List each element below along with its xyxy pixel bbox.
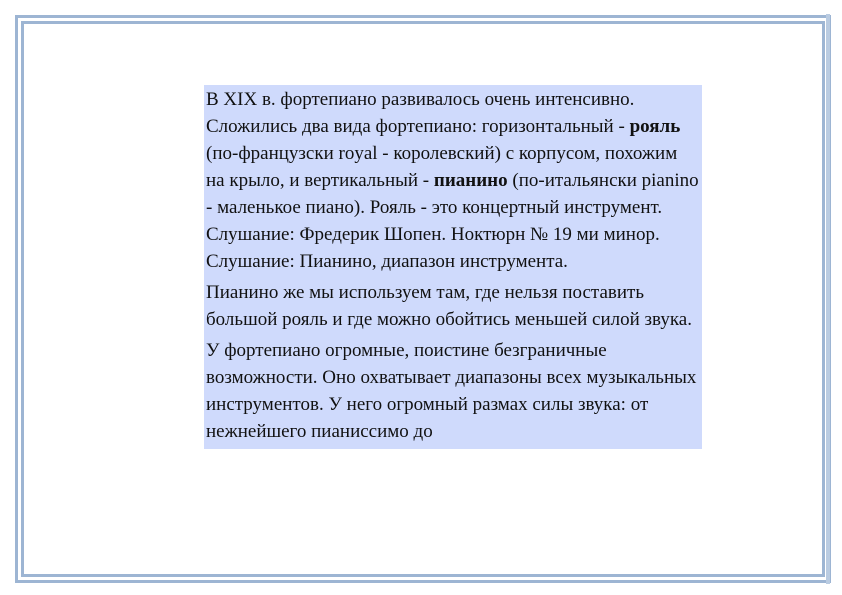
paragraph-piano-history [206, 86, 700, 248]
paragraph-text: В XIX в. фортепиано развивалось очень интенсивно. Сложились два вида фортепиано: горизонтальный - [206, 89, 635, 137]
paragraph-piano-possibilities: У фортепиано огромные, поистине безграничные возможности. Оно охватывает диапазоны всех музыкальных инструментов. У него огромный размах силы звука: от нежнейшего пианиссимо до [206, 340, 697, 442]
term-pianino: пианино [433, 170, 508, 191]
term-royal: рояль [629, 116, 681, 137]
paragraph-text: (по-итальянски pianino - маленькое пиано). Рояль - это концертный инструмент. Слушание: Фредерик Шопен. Ноктюрн № 19 ми минор. [206, 170, 699, 245]
paragraph-pianino-usage: Пианино же мы используем там, где нельзя поставить большой рояль и где можно обойтись меньшей силой звука. [206, 282, 692, 330]
slide-frame-shadow [826, 14, 830, 584]
paragraph-text: (по-французски royal - королевский) с корпусом, похожим на крыло, и вертикальный - [206, 143, 678, 191]
paragraph-listening: Слушание: Пианино, диапазон инструмента. [206, 251, 568, 272]
text-box [204, 85, 702, 449]
